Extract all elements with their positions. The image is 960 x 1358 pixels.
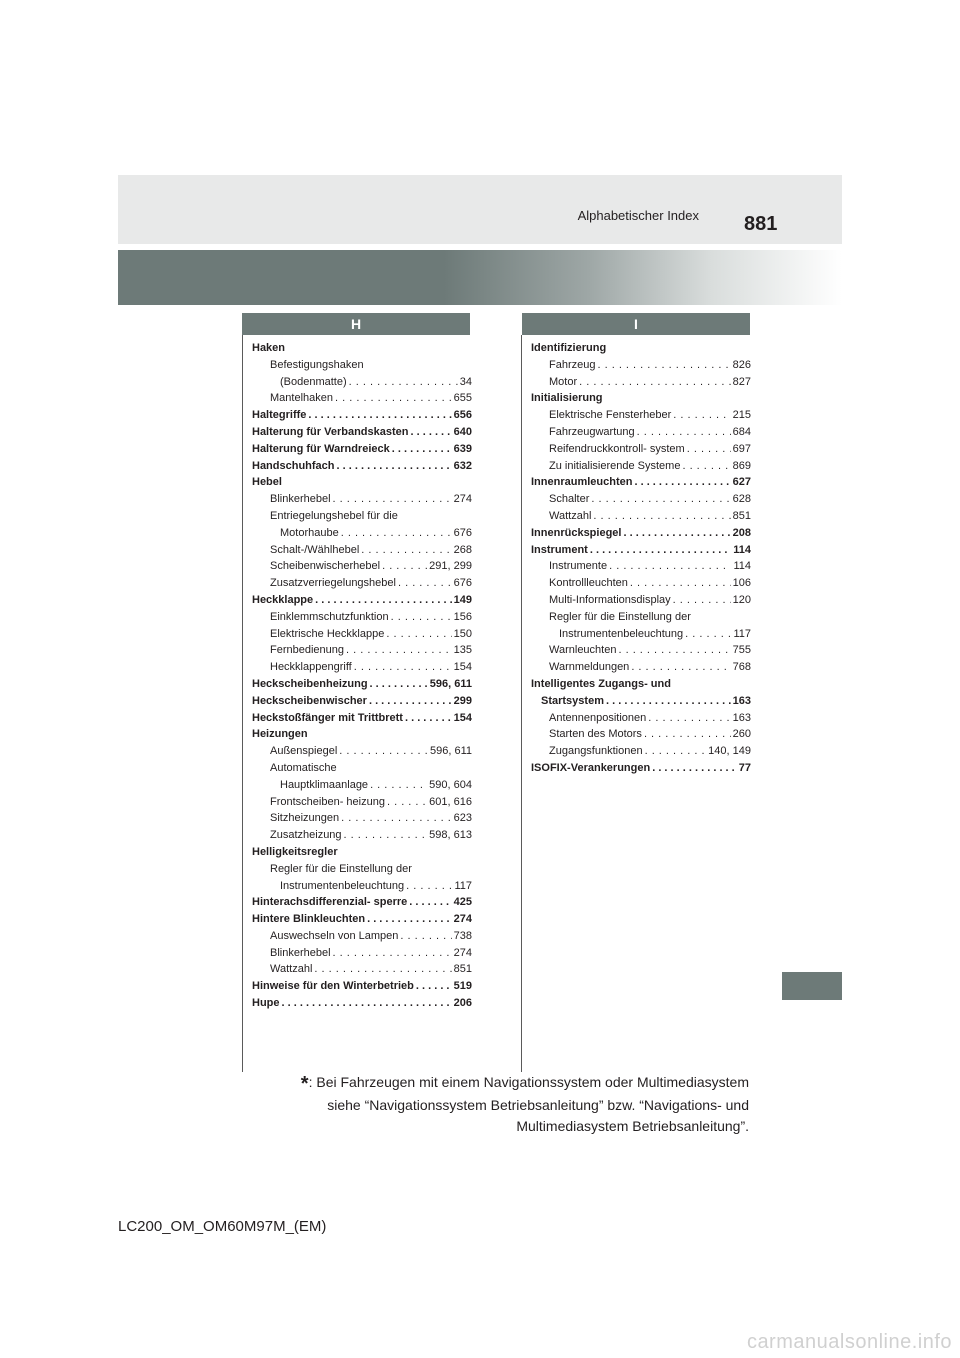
index-leader-dots [409,894,451,911]
index-entry [252,558,472,575]
index-entry-text: Multi-Informationsdisplay [549,593,671,606]
index-entry-text: Zugangsfunktionen [549,745,643,758]
index-entry [531,525,751,542]
index-entry-text: Elektrische Heckklappe [270,627,385,640]
index-leader-dots [673,592,731,609]
index-entry-page: 851 [732,509,751,522]
index-entry [531,743,751,760]
index-entry [252,458,472,475]
index-entry-page: 149 [453,593,472,606]
index-entry-text: Handschuhfach [252,459,335,472]
index-leader-dots [386,626,451,643]
index-leader-dots [370,676,428,693]
index-entry-page: 114 [733,560,751,573]
index-entry [252,575,472,592]
index-leader-dots [344,827,428,844]
index-entry [252,424,472,441]
index-entry-page: 215 [732,409,751,422]
index-entry-text: Halterung für Verbandskasten [252,425,409,438]
index-entry-text: Befestigungshaken [270,358,364,371]
index-entry [252,827,472,844]
index-entry [531,407,751,424]
index-entry-page: 640 [453,425,472,438]
index-leader-dots [609,558,731,575]
index-entry [531,508,751,525]
watermark: carmanualsonline.info [746,1331,952,1353]
index-entry-page: 117 [733,627,751,640]
index-entry [252,642,472,659]
index-entry-text: Fahrzeug [549,358,596,371]
header-title: Alphabetischer Index [577,208,699,223]
index-entry-page: 655 [453,392,472,405]
index-entry-page: 425 [453,896,472,909]
index-leader-dots [282,995,452,1012]
index-entry-page: 150 [453,627,472,640]
index-entry-text: Helligkeitsregler [252,845,338,858]
index-leader-dots [382,558,427,575]
index-entry-text: (Bodenmatte) [280,375,347,388]
index-leader-dots [648,710,730,727]
index-entry [531,542,751,559]
index-entry [252,794,472,811]
index-leader-dots [391,609,452,626]
index-entry-page: 34 [459,375,472,388]
index-entry [252,995,472,1012]
index-entry-text: Heckscheibenheizung [252,677,368,690]
index-entry-text: Haltegriffe [252,409,307,422]
header-band [118,250,842,305]
index-leader-dots [333,491,452,508]
column-divider-left [242,335,243,1072]
index-entry-text: Heckscheibenwischer [252,694,367,707]
index-entry [531,474,751,491]
index-entry-page: 268 [453,543,472,556]
index-entry-page: 826 [732,358,751,371]
index-entry [531,441,751,458]
index-leader-dots [630,575,731,592]
index-entry-page: 163 [732,694,751,707]
index-entry [252,911,472,928]
index-entry-page: 106 [732,577,751,590]
index-entry-text: Regler für die Einstellung der [549,610,691,623]
index-entry-text: Halterung für Warndreieck [252,442,390,455]
index-leader-dots [416,978,452,995]
index-leader-dots [369,693,452,710]
index-entry [252,390,472,407]
index-entry-text: Schalt-/Wählhebel [270,543,360,556]
index-entry-text: Heizungen [252,728,308,741]
index-entry [252,474,472,491]
index-entry-page: 639 [453,442,472,455]
index-entry [252,609,472,626]
index-entry-page: 869 [732,459,751,472]
index-entry-page: 590, 604 [429,778,472,791]
index-entry-page: 140, 149 [708,745,751,758]
index-entry-text: Hintere Blinkleuchten [252,913,366,926]
index-entry-page: 299 [453,694,472,707]
index-leader-dots [333,945,452,962]
index-leader-dots [673,407,730,424]
index-leader-dots [591,491,730,508]
index-entry-text: Heckstoßfänger mit Trittbrett [252,711,403,724]
section-header-h: H [242,313,470,335]
index-entry [252,441,472,458]
index-entry [252,878,472,895]
index-entry-page: 697 [732,442,751,455]
index-entry-text: Schalter [549,493,590,506]
index-entry-text: Hupe [252,997,280,1010]
index-leader-dots [645,743,707,760]
index-entry [252,978,472,995]
document-code: LC200_OM_OM60M97M_(EM) [118,1218,327,1235]
index-entry [531,760,751,777]
index-entry [531,340,751,357]
index-entry [531,642,751,659]
index-column-h [252,340,472,1012]
index-entry-text: Instrumentenbeleuchtung [280,879,405,892]
index-leader-dots [406,878,452,895]
page-number: 881 [744,213,778,235]
index-entry-page: 163 [732,711,751,724]
index-entry-page: 135 [453,644,472,657]
index-entry-page: 601, 616 [429,795,472,808]
index-entry-text: Instrumentenbeleuchtung [559,627,684,640]
index-leader-dots [618,642,730,659]
index-entry-page: 291, 299 [429,560,472,573]
index-entry-text: Motorhaube [280,526,339,539]
index-entry-text: Startsystem [541,694,604,707]
index-leader-dots [392,441,452,458]
index-leader-dots [579,374,731,391]
index-entry-text: Starten des Motors [549,728,642,741]
index-entry-page: 827 [732,375,751,388]
index-entry-text: Automatische [270,761,337,774]
section-header-i: I [522,313,750,335]
index-entry-page: 260 [732,728,751,741]
index-entry [531,575,751,592]
index-entry-page: 274 [453,913,472,926]
index-entry-page: 684 [732,425,751,438]
index-entry [252,542,472,559]
index-entry-page: 632 [453,459,472,472]
index-entry-text: Wattzahl [270,963,313,976]
index-leader-dots [606,693,731,710]
index-entry-text: Instrumente [549,560,608,573]
index-entry [252,659,472,676]
index-leader-dots [341,525,452,542]
index-entry [252,374,472,391]
index-entry [252,928,472,945]
index-entry [531,726,751,743]
index-entry [531,710,751,727]
index-leader-dots [634,474,730,491]
index-entry [531,357,751,374]
index-entry-page: 154 [453,711,472,724]
index-entry [252,726,472,743]
index-entry [531,374,751,391]
index-entry-page: 274 [453,946,472,959]
index-leader-dots [593,508,730,525]
index-entry-text: Hinweise für den Winterbetrieb [252,980,414,993]
index-leader-dots [685,626,731,643]
index-leader-dots [367,911,452,928]
index-leader-dots [337,458,452,475]
index-entry-text: Fernbedienung [270,644,345,657]
index-leader-dots [314,961,451,978]
index-entry-text: Hebel [252,476,282,489]
index-entry-text: Mantelhaken [270,392,333,405]
index-entry-page: 738 [453,929,472,942]
index-entry-page: 596, 611 [429,745,472,758]
index-leader-dots [339,743,428,760]
index-entry [252,743,472,760]
index-entry [531,626,751,643]
index-entry [531,458,751,475]
index-entry-text: Heckklappengriff [270,661,352,674]
index-leader-dots [644,726,731,743]
index-entry-text: Identifizierung [531,342,607,354]
index-entry-page: 627 [732,476,751,489]
index-entry [252,844,472,861]
index-entry-page: 676 [453,577,472,590]
index-leader-dots [398,575,452,592]
index-leader-dots [341,810,452,827]
index-leader-dots [346,642,452,659]
index-entry-page: 628 [732,493,751,506]
index-leader-dots [308,407,451,424]
index-entry [531,558,751,575]
index-entry [252,760,472,777]
index-entry-page: 120 [732,593,751,606]
index-leader-dots [637,424,731,441]
index-leader-dots [597,357,730,374]
index-entry-text: Heckklappe [252,593,314,606]
index-leader-dots [400,928,451,945]
index-entry-text: Innenraumleuchten [531,476,633,489]
index-entry-text: Intelligentes Zugangs- und [531,677,671,690]
index-leader-dots [370,777,427,794]
index-entry [252,626,472,643]
index-entry-page: 77 [738,761,751,774]
index-entry-text: Scheibenwischerhebel [270,560,381,573]
index-entry-text: Regler für die Einstellung der [270,862,412,875]
index-leader-dots [687,441,731,458]
index-entry-page: 114 [733,543,751,556]
index-leader-dots [631,659,730,676]
index-entry-page: 274 [453,493,472,506]
index-entry [531,424,751,441]
index-entry-text: Initialisierung [531,392,603,405]
index-entry [252,407,472,424]
index-entry-text: Haken [252,342,286,354]
index-entry-text: Innenrückspiegel [531,526,622,539]
index-entry-text: Auswechseln von Lampen [270,929,399,942]
index-leader-dots [411,424,452,441]
index-entry [531,676,751,693]
index-entry-text: Außenspiegel [270,745,338,758]
index-leader-dots [361,542,451,559]
index-entry-text: Wattzahl [549,509,592,522]
index-entry [252,693,472,710]
index-entry-text: Zusatzheizung [270,829,342,842]
index-entry-page: 596, 611 [429,677,472,690]
index-entry-page: 117 [454,879,472,892]
footnote-marker: * [300,1073,309,1095]
index-entry [252,810,472,827]
index-entry-text: Motor [549,375,578,388]
index-entry-page: 154 [453,661,472,674]
index-entry [252,894,472,911]
index-leader-dots [405,710,452,727]
index-entry-page: 519 [453,980,472,993]
index-entry [531,592,751,609]
index-entry [252,340,472,357]
index-entry-page: 755 [732,644,751,657]
index-entry-text: Hauptklimaanlage [280,778,369,791]
index-entry-text: Zu initialisierende Systeme [549,459,681,472]
index-entry-text: Hinterachsdifferenzial- sperre [252,896,408,909]
footnote-text: : Bei Fahrzeugen mit einem Navigationssystem oder Multimediasystem siehe “Navigationssystem Betriebsanleitung” bzw. “Navigations- und Multimediasystem Betriebsanleitung”. [308,1074,749,1134]
index-entry [531,693,751,710]
index-entry-page: 208 [732,526,751,539]
index-leader-dots [652,760,737,777]
index-entry [252,861,472,878]
index-entry-text: Instrument [531,543,588,556]
index-entry-text: Zusatzverriegelungshebel [270,577,396,590]
index-entry [531,390,751,407]
index-entry-page: 206 [453,997,472,1010]
index-thumb-tab [782,972,842,1000]
column-divider-middle [521,335,522,1072]
index-leader-dots [354,659,452,676]
index-entry-page: 768 [732,661,751,674]
index-leader-dots [349,374,458,391]
index-entry-page: 598, 613 [429,829,472,842]
index-entry-text: Warnleuchten [549,644,617,657]
index-entry-text: Sitzheizungen [270,812,340,825]
index-entry-page: 623 [453,812,472,825]
index-entry [252,592,472,609]
index-entry-page: 851 [453,963,472,976]
index-entry-text: Entriegelungshebel für die [270,509,398,522]
index-entry [252,777,472,794]
index-leader-dots [623,525,730,542]
index-entry [252,961,472,978]
index-entry-text: Frontscheiben- heizung [270,795,385,808]
index-entry-text: ISOFIX-Verankerungen [531,761,651,774]
index-leader-dots [590,542,731,559]
index-entry [252,710,472,727]
index-entry-page: 656 [453,409,472,422]
index-entry-text: Kontrollleuchten [549,577,628,590]
index-entry [531,609,751,626]
index-leader-dots [315,592,451,609]
index-entry-page: 156 [453,610,472,623]
index-entry-text: Warnmeldungen [549,661,630,674]
index-leader-dots [335,390,452,407]
index-entry [531,659,751,676]
index-entry-text: Antennenpositionen [549,711,647,724]
index-entry-text: Reifendruckkontroll- system [549,442,685,455]
index-entry [252,508,472,525]
index-leader-dots [387,794,427,811]
index-entry-text: Fahrzeugwartung [549,425,635,438]
index-entry [252,525,472,542]
index-entry [252,357,472,374]
index-entry [252,676,472,693]
index-entry-text: Elektrische Fensterheber [549,409,672,422]
index-entry-text: Blinkerhebel [270,946,331,959]
index-leader-dots [682,458,730,475]
index-entry-text: Blinkerhebel [270,493,331,506]
index-entry-page: 676 [453,526,472,539]
footnote [300,1072,749,1137]
index-column-i [531,340,751,777]
index-entry [252,945,472,962]
index-entry [531,491,751,508]
index-entry-text: Einklemmschutzfunktion [270,610,389,623]
index-entry [252,491,472,508]
